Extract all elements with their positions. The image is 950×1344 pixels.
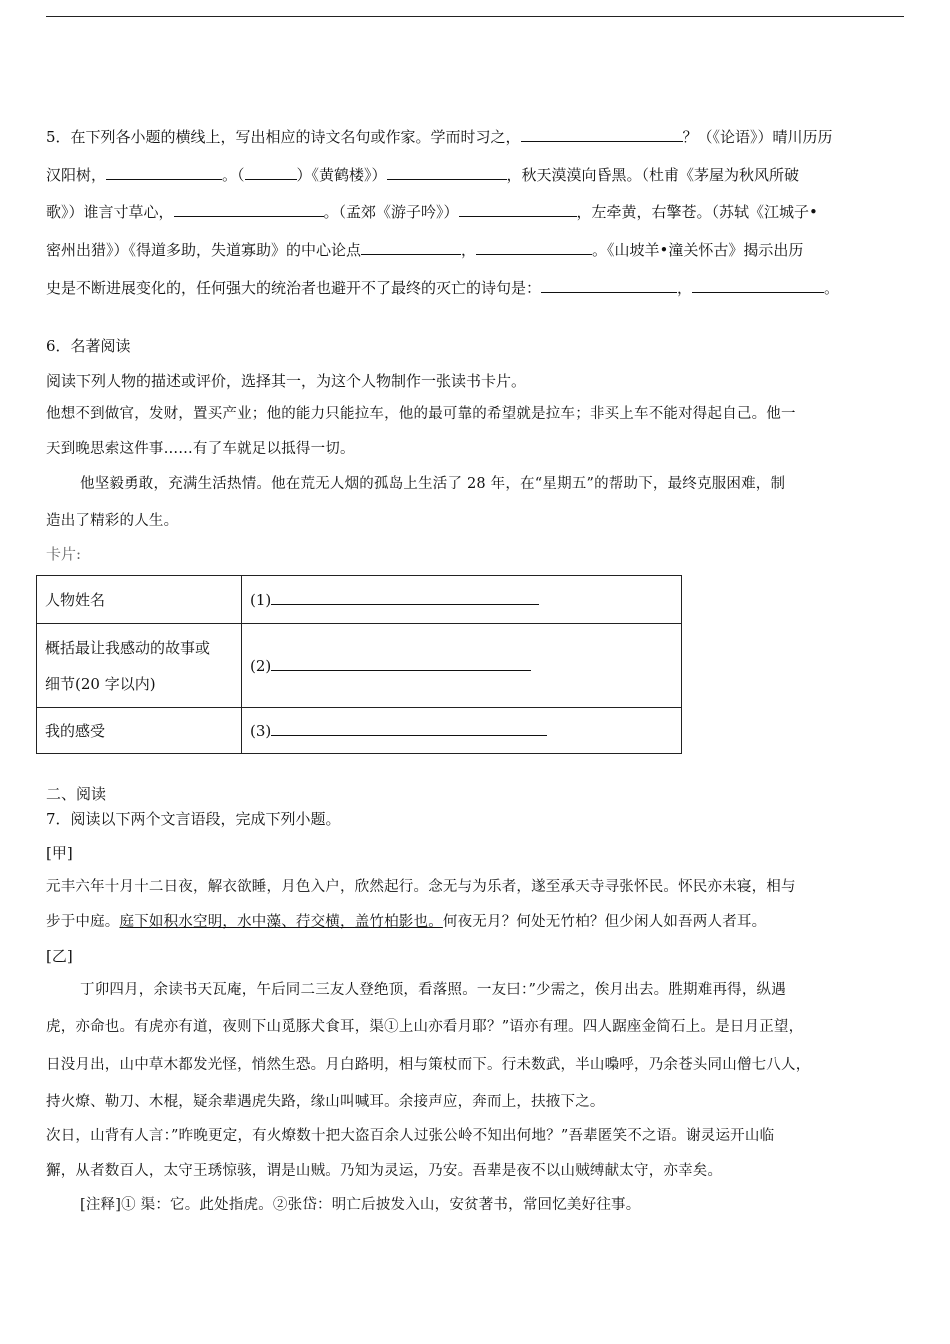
passage-jia-label: [甲] [46, 844, 73, 862]
passage-jia-line-1: 元丰六年十月十二日夜，解衣欲睡，月色入户，欣然起行。念无与为乐者，遂至承天寺寻张怀民。怀民亦未寝，相与 [46, 879, 796, 895]
jia-text: 何夜无月？何处无竹柏？但少闲人如吾两人者耳。 [442, 914, 767, 930]
passage-yi-label: [乙] [46, 947, 73, 965]
passage-yi-line-6: 獬，从者数百人，太守王琇惊骇，谓是山贼。乃知为灵运，乃安。吾辈是夜不以山贼缚献太守，亦幸矣。 [46, 1163, 723, 1179]
card-row-name [37, 576, 682, 624]
underlined-sentence: 庭下如积水空明，水中藻、荇交横，盖竹柏影也。 [119, 914, 443, 930]
q5-text: 。（ [222, 166, 245, 184]
q5-text: 歌》）谁言寸草心， [46, 203, 174, 221]
q5-line-4 [46, 240, 803, 260]
q5-text: ， [461, 241, 477, 259]
q5-text: 。（孟郊《游子吟》） [323, 203, 459, 221]
q5-line-3 [46, 202, 818, 222]
card-row-story [37, 624, 682, 708]
passage-yi-line-4: 持火燎、勒刀、木棍，疑余辈遇虎失路，缘山叫喊耳。余接声应，奔而上，扶掖下之。 [46, 1094, 605, 1110]
q6-passage-1: 他想不到做官，发财，置买产业；他的能力只能拉车，他的最可靠的希望就是拉车；非买上车不能对得起自己。他一 [46, 406, 796, 422]
passage-yi-line-3: 日没月出，山中草木都发光怪，悄然生恐。月白路明，相与策杖而下。行未数武，半山嘄呼，乃余苍头同山僧七八人， [46, 1057, 811, 1073]
q6-instruction: 阅读下列人物的描述或评价，选择其一，为这个人物制作一张读书卡片。 [46, 372, 527, 390]
answer-blank [387, 165, 507, 180]
answer-number: (1) [250, 591, 272, 609]
passage-yi-line-2: 虎，亦命也。有虎亦有道，夜则下山觅豚犬食耳，渠①上山亦看月耶？”语亦有理。四人踞座金简石上。是日月正望， [46, 1019, 804, 1035]
q5-line-5 [46, 278, 839, 298]
annotation-note: [注释]① 渠：它。此处指虎。②张岱：明亡后披发入山，安贫著书，常回忆美好往事。 [80, 1197, 641, 1213]
answer-blank [459, 202, 577, 217]
section-heading: 二、阅读 [46, 785, 107, 803]
answer-blank [271, 656, 531, 671]
answer-number: (3) [250, 722, 272, 740]
card-row-label-line: 细节(20 字以内) [45, 674, 156, 693]
card-row-answer [242, 576, 682, 624]
answer-blank [271, 590, 539, 605]
q5-text: ，秋天漠漠向昏黑。（杜甫《茅屋为秋风所破 [506, 166, 800, 184]
q5-text: 汉阳树， [46, 166, 107, 184]
q5-line-1 [46, 127, 833, 147]
q6-passage-2-cont: 造出了精彩的人生。 [46, 513, 179, 529]
card-row-label-line: 概括最让我感动的故事或 [45, 638, 211, 657]
card-row-answer [242, 624, 682, 708]
card-row-feeling [37, 708, 682, 754]
q5-text: ）《黄鹤楼》） [296, 166, 387, 184]
answer-blank [541, 278, 677, 293]
card-row-label: 我的感受 [37, 708, 242, 754]
card-label: 卡片: [46, 545, 82, 563]
card-row-answer [242, 708, 682, 754]
q5-text: ， [677, 279, 693, 297]
q5-text: 。 [824, 279, 840, 297]
answer-blank [692, 278, 824, 293]
passage-jia-line-2 [46, 912, 766, 932]
passage-yi-line-5: 次日，山背有人言：”昨晚更定，有火燎数十把大盗百余人过张公岭不知出何地？”吾辈匿笑不之语。谢灵运开山临 [46, 1128, 775, 1144]
q5-text: 密州出猎》）《得道多助，失道寡助》的中心论点 [46, 241, 362, 259]
q5-text: ，左牵黄，右擎苍。（苏轼《江城子• [576, 203, 818, 221]
passage-yi-line-1: 丁卯四月，余读书天瓦庵，午后同二三友人登绝顶，看落照。一友曰：”少需之，俟月出去。胜期难再得，纵遇 [80, 982, 786, 998]
answer-blank [106, 165, 222, 180]
answer-blank [361, 240, 461, 255]
q5-text: 。《山坡羊•潼关怀古》揭示出历 [592, 241, 804, 259]
card-row-label [37, 624, 242, 708]
card-row-label: 人物姓名 [37, 576, 242, 624]
answer-blank [476, 240, 592, 255]
q5-line-2 [46, 165, 799, 185]
reading-card-table [36, 575, 682, 754]
jia-text: 步于中庭。 [46, 914, 120, 930]
q5-text: 5．在下列各小题的横线上，写出相应的诗文名句或作家。学而时习之， [46, 128, 521, 146]
header-rule [46, 16, 904, 17]
answer-blank [521, 127, 683, 142]
q6-passage-1-cont: 天到晚思索这件事……有了车就足以抵得一切。 [46, 441, 355, 457]
q6-passage-2: 他坚毅勇敢，充满生活热情。他在荒无人烟的孤岛上生活了 28 年，在“星期五”的帮助下，最终克服困难，制 [80, 476, 786, 492]
answer-blank [271, 721, 547, 736]
answer-blank [245, 165, 297, 180]
q5-text: ？（《论语》）晴川历历 [682, 128, 833, 146]
q5-text: 史是不断进展变化的，任何强大的统治者也避开不了最终的灭亡的诗句是： [46, 279, 542, 297]
q7-title: 7．阅读以下两个文言语段，完成下列小题。 [46, 810, 341, 828]
answer-blank [174, 202, 324, 217]
answer-number: (2) [250, 657, 272, 675]
q6-title: 6．名著阅读 [46, 337, 131, 355]
